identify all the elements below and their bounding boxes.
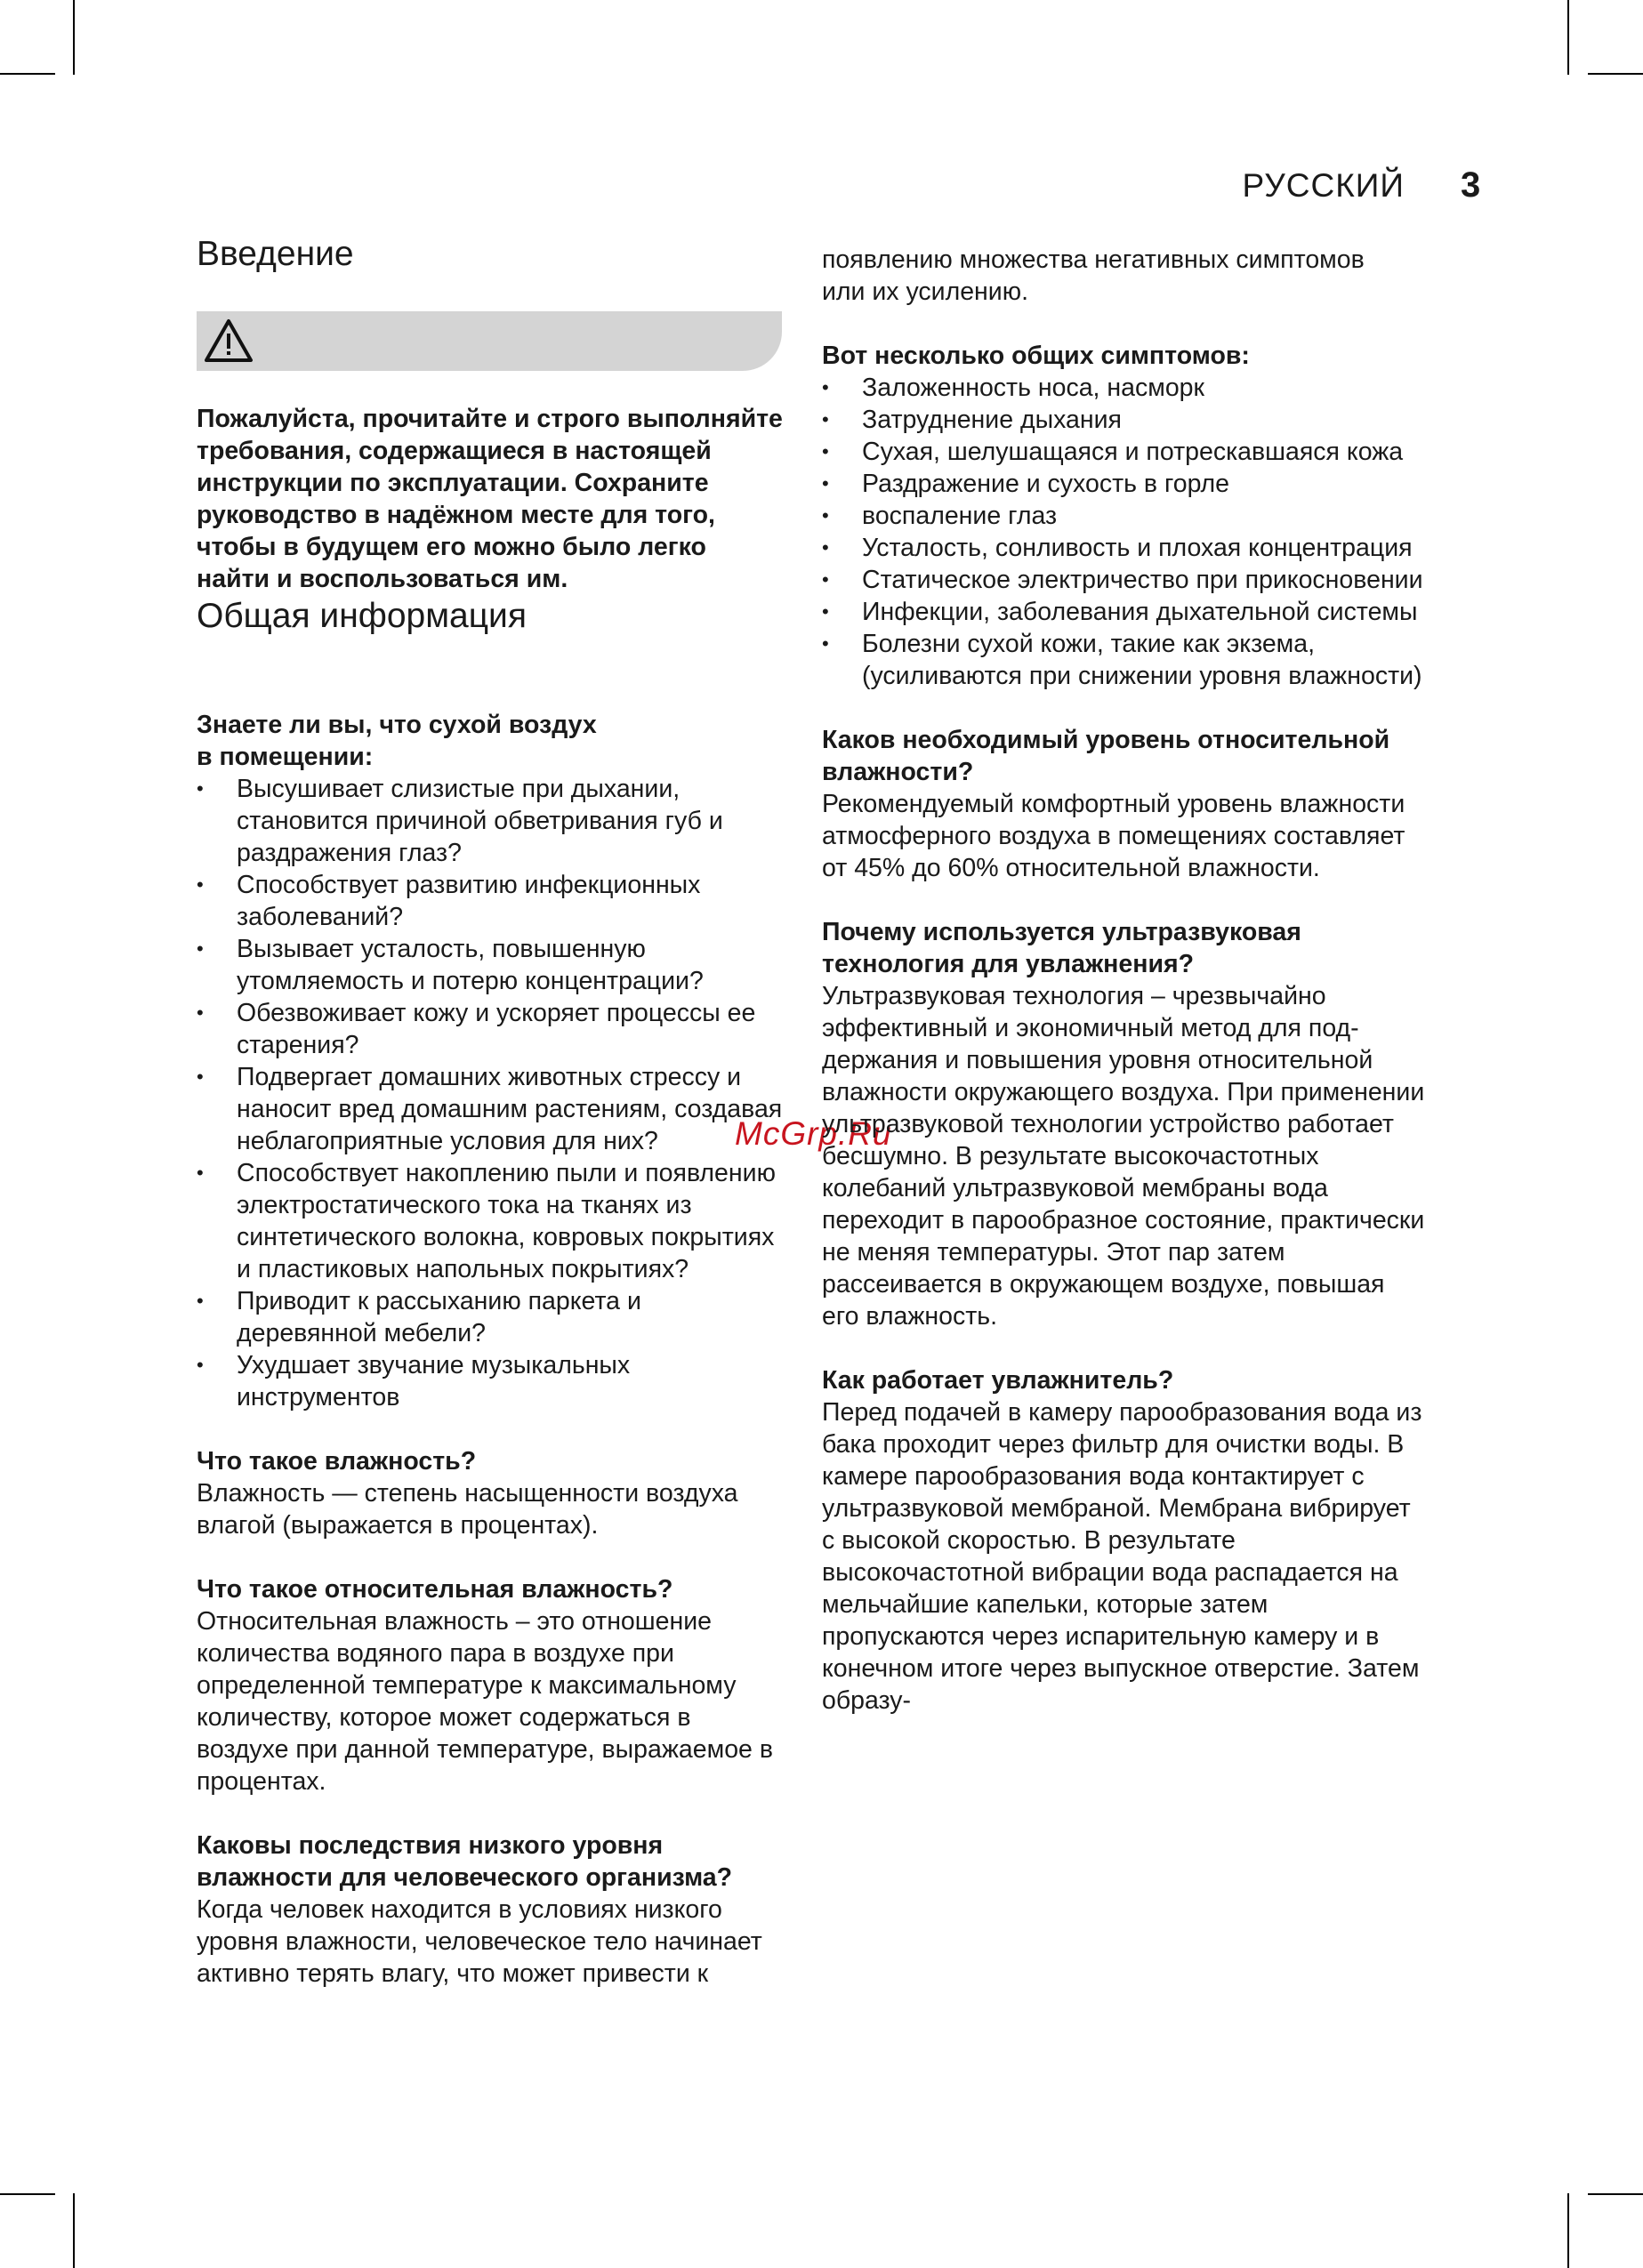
dry-air-heading: Знаете ли вы, что сухой воздух в помещении: — [197, 711, 597, 771]
crop-mark-top-left — [73, 0, 75, 75]
ultrasonic-question: Почему используется ультразвуковая технология для увлажнения? — [822, 918, 1301, 978]
list-item: • Усталость, сонливость и плохая концентрация — [822, 532, 1427, 564]
warning-text: Пожалуйста, прочитайте и строго выполняйте требования, содержащиеся в настоящей инструкции по эксплуатации. Сохраните руководство в надёжном месте для того, чтобы в будущем его можно было легко найти и воспользоваться им. — [197, 405, 783, 593]
list-item: • Инфекции, заболевания дыхательной системы — [822, 596, 1427, 628]
crop-mark-top-right — [1567, 0, 1569, 75]
watermark[interactable]: McGrp.Ru — [735, 1115, 892, 1152]
dry-air-list — [197, 773, 784, 1413]
list-item: • Затруднение дыхания — [822, 404, 1427, 436]
list-item: • Способствует накоплению пыли и появлению электростатического тока на тканях из синтетического волокна, ковровых покрытиях и пластиковых напольных покрытиях? — [197, 1157, 784, 1285]
relative-humidity-answer: Относительная влажность – это отношение количества водяного пара в воздухе при определенной температуре к максимальному количеству, которое может содержаться в воздухе при данной температуре, выражаемое в процентах. — [197, 1607, 773, 1796]
consequences-answer: Когда человек находится в условиях низкого уровня влажности, человеческое тело начинает активно терять влагу, что может привести к — [197, 1895, 762, 1988]
relative-humidity-question: Что такое относительная влажность? — [197, 1575, 673, 1604]
crop-mark-left-top — [0, 73, 55, 75]
humidity-answer: Влажность — степень насыщенности воздуха влагой (выражается в процентах). — [197, 1479, 738, 1540]
crop-mark-left-bottom — [0, 2193, 55, 2195]
crop-mark-right-top — [1588, 73, 1643, 75]
how-it-works-answer: Перед подачей в камеру парообразования вода из бака проходит через фильтр для очистки воды. В камере парообразования вода контактирует с ультразвуковой мембраной. Мембрана вибрирует с высокой скоростью. В результате высокочастотной вибрации вода распадается на мельчайшие капельки, которые затем пропускаются через испарительную камеру и в конечном итоге через выпускное отверстие. Затем образу- — [822, 1398, 1422, 1715]
list-item: • Заложенность носа, насморк — [822, 372, 1427, 404]
page-number: 3 — [1461, 165, 1481, 205]
list-item: • Подвергает домашних животных стрессу и наносит вред домашним растениям, создавая неблагоприятные условия для них? — [197, 1061, 784, 1157]
how-it-works-question: Как работает увлажнитель? — [822, 1366, 1174, 1395]
warning-icon — [204, 318, 254, 363]
continuation-text: появлению множества негативных симптомов или их усилению. — [822, 245, 1365, 306]
list-item: • Способствует развитию инфекционных заболеваний? — [197, 869, 784, 933]
crop-mark-bottom-left — [73, 2193, 75, 2268]
ultrasonic-answer: Ультразвуковая технология – чрезвычайно эффективный и экономичный метод для под- держания и повышения уровня относительной влажности окружающего воздуха. При применении ультразвуковой технологии устройство работает бесшумно. В результате высокочастотных колебаний ультразвуковой мембраны вода переходит в парообразное состояние, практически не меняя температуры. Этот пар затем рассеивается в окружающем воздухе, повышая его влажность. — [822, 982, 1425, 1331]
list-item: • воспаление глаз — [822, 500, 1427, 532]
crop-mark-right-bottom — [1588, 2193, 1643, 2195]
list-item: • Высушивает слизистые при дыхании, становится причиной обветривания губ и раздражения глаз? — [197, 773, 784, 869]
humidity-level-answer: Рекомендуемый комфортный уровень влажности атмосферного воздуха в помещениях составляет от 45% до 60% относительной влажности. — [822, 790, 1405, 882]
right-column — [822, 244, 1427, 1717]
list-item: • Приводит к рассыханию паркета и деревянной мебели? — [197, 1285, 784, 1349]
intro-title: Введение — [197, 235, 354, 273]
symptoms-list — [822, 372, 1427, 692]
consequences-question: Каковы последствия низкого уровня влажности для человеческого организма? — [197, 1831, 733, 1892]
symptoms-heading: Вот несколько общих симптомов: — [822, 342, 1250, 370]
general-info-title: Общая информация — [197, 597, 527, 635]
warning-bar — [197, 311, 782, 371]
list-item: • Ухудшает звучание музыкальных инструментов — [197, 1349, 784, 1413]
list-item: • Болезни сухой кожи, такие как экзема, (усиливаются при снижении уровня влажности) — [822, 628, 1427, 692]
list-item: • Сухая, шелушащаяся и потрескавшаяся кожа — [822, 436, 1427, 468]
header-language: РУССКИЙ — [1242, 167, 1405, 204]
list-item: • Статическое электричество при прикосновении — [822, 564, 1427, 596]
list-item: • Вызывает усталость, повышенную утомляемость и потерю концентрации? — [197, 933, 784, 997]
left-column — [197, 233, 784, 1990]
humidity-level-question: Каков необходимый уровень относительной влажности? — [822, 726, 1390, 786]
humidity-question: Что такое влажность? — [197, 1447, 477, 1476]
list-item: • Обезвоживает кожу и ускоряет процессы ее старения? — [197, 997, 784, 1061]
crop-mark-bottom-right — [1567, 2193, 1569, 2268]
list-item: • Раздражение и сухость в горле — [822, 468, 1427, 500]
